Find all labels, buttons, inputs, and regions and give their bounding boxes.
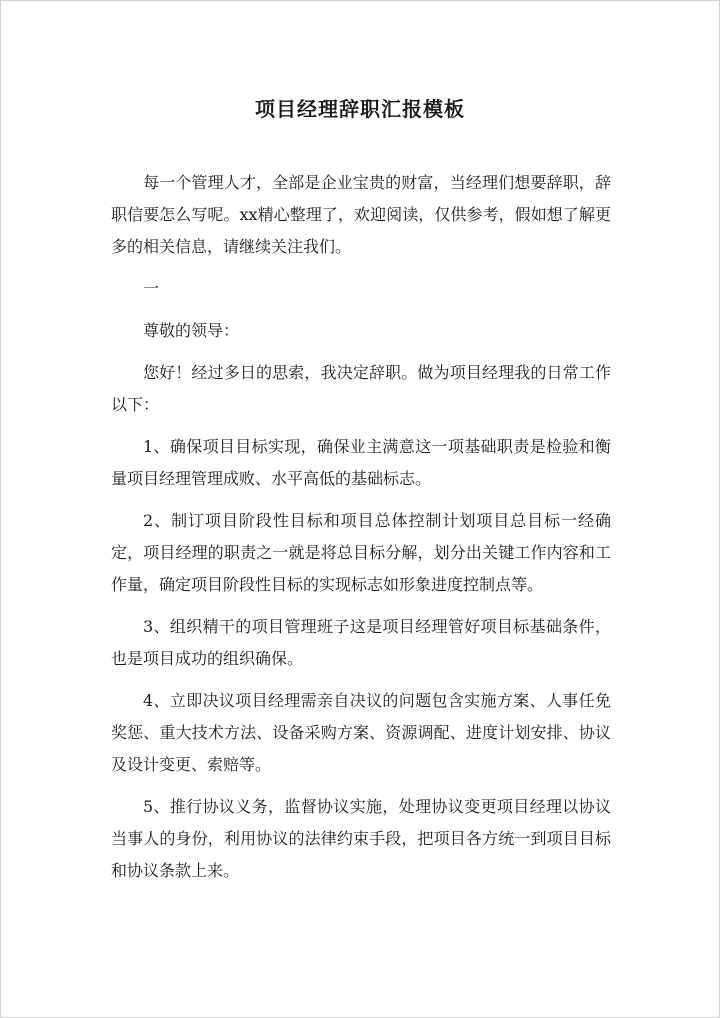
list-item: 2、制订项目阶段性目标和项目总体控制计划项目总目标一经确定，项目经理的职责之一就是将总目标分解，划分出关键工作内容和工作量，确定项目阶段性目标的实现标志如形象进度控制点等。 [111, 511, 611, 594]
opening-paragraph: 您好！经过多日的思索，我决定辞职。做为项目经理我的日常工作以下： [111, 363, 611, 414]
list-item: 3、组织精干的项目管理班子这是项目经理管好项目标基础条件，也是项目成功的组织确保。 [111, 617, 611, 668]
section-mark: 一 [143, 279, 160, 298]
salutation: 尊敬的领导： [143, 321, 240, 340]
document-body [111, 167, 611, 897]
list-item: 1、确保项目目标实现，确保业主满意这一项基础职责是检验和衡量项目经理管理成败、水平高低的基础标志。 [111, 437, 611, 488]
list-item: 5、推行协议义务，监督协议实施，处理协议变更项目经理以协议当事人的身份，利用协议的法律约束手段，把项目各方统一到项目目标和协议条款上来。 [111, 797, 611, 880]
document-title: 项目经理辞职汇报模板 [255, 97, 465, 121]
intro-paragraph: 每一个管理人才，全部是企业宝贵的财富，当经理们想要辞职，辞职信要怎么写呢。xx精心整理了，欢迎阅读，仅供参考，假如想了解更多的相关信息，请继续关注我们。 [111, 173, 611, 256]
list-item: 4、立即决议项目经理需亲自决议的问题包含实施方案、人事任免奖惩、重大技术方法、设备采购方案、资源调配、进度计划安排、协议及设计变更、索赔等。 [111, 691, 611, 774]
